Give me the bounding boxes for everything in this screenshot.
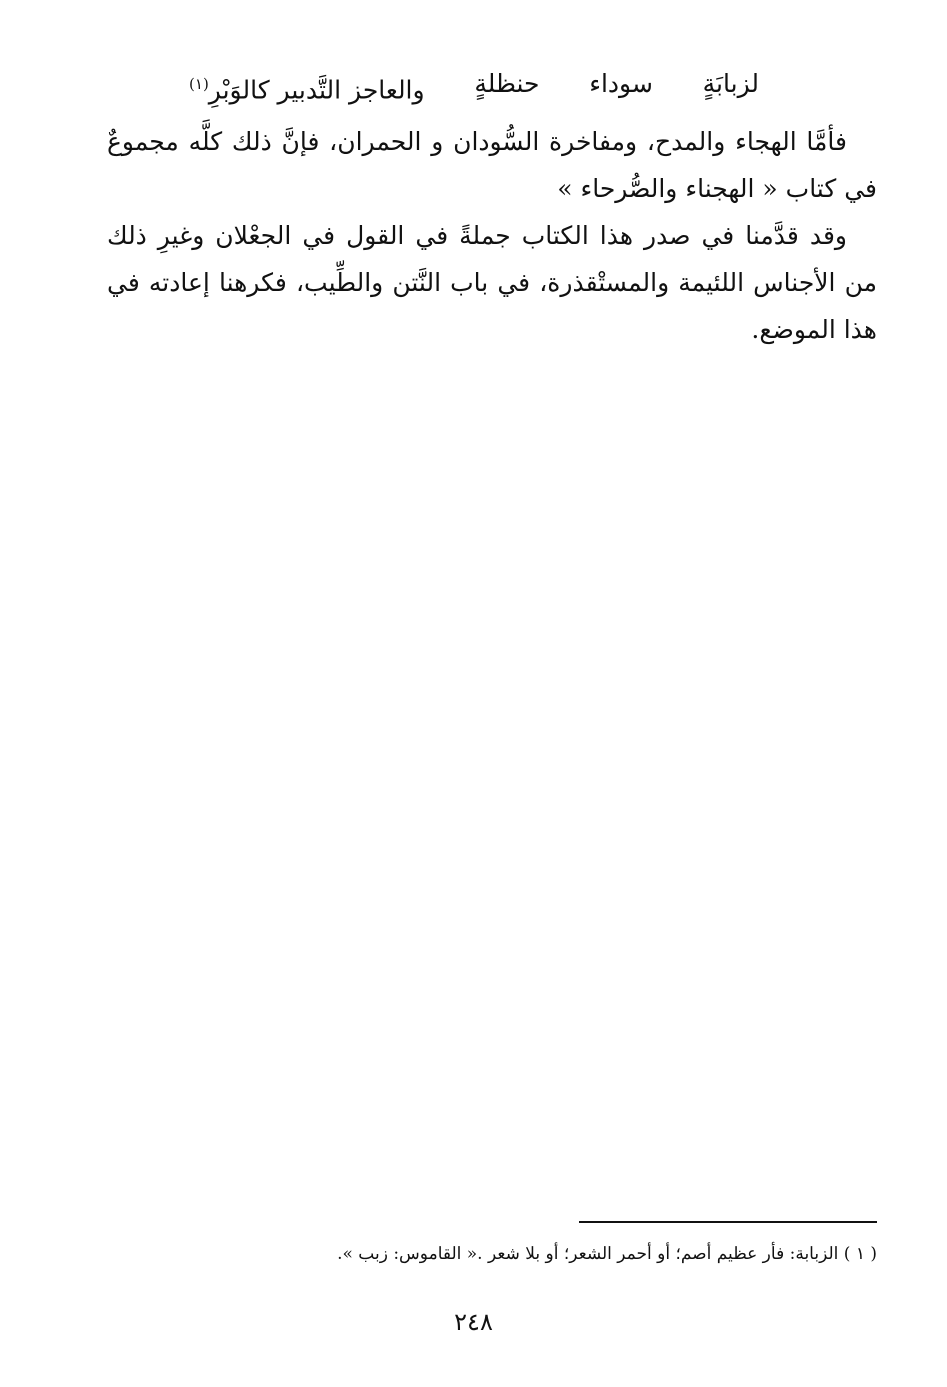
- footnote-marker: (١): [189, 75, 209, 93]
- page-number: ٢٤٨: [454, 1308, 493, 1336]
- footnote-divider: [579, 1221, 877, 1223]
- paragraph-2: وقد قدَّمنا في صدر هذا الكتاب جملةً في القول في الجعْلان وغيرِ ذلك من الأجناس اللئيمة والمستْقذرة، في باب النَّتن والطِّيب، فكرهنا إعادته في هذا الموضع.: [107, 221, 877, 344]
- verse-part-4: [189, 64, 425, 110]
- poem-verse: [189, 64, 759, 110]
- verse-part-2: سوداء: [589, 69, 653, 98]
- verse-part-3: حنظلةٍ: [474, 69, 540, 98]
- verse-part-4-text: والعاجز التَّدبير كالوَبْرِ: [208, 75, 425, 105]
- footnote: ( ١ ) الزبابة: فأر عظيم أصم؛ أو أحمر الشعر؛ أو بلا شعر .« القاموس: زبب ».: [337, 1244, 877, 1264]
- paragraph-1: فأمَّا الهجاء والمدح، ومفاخرة السُّودان و الحمران، فإنَّ ذلك كلَّه مجموعٌ في كتاب « الهجناء والصُّرحاء »: [107, 127, 877, 203]
- verse-part-1: لزبابَةٍ: [702, 69, 759, 98]
